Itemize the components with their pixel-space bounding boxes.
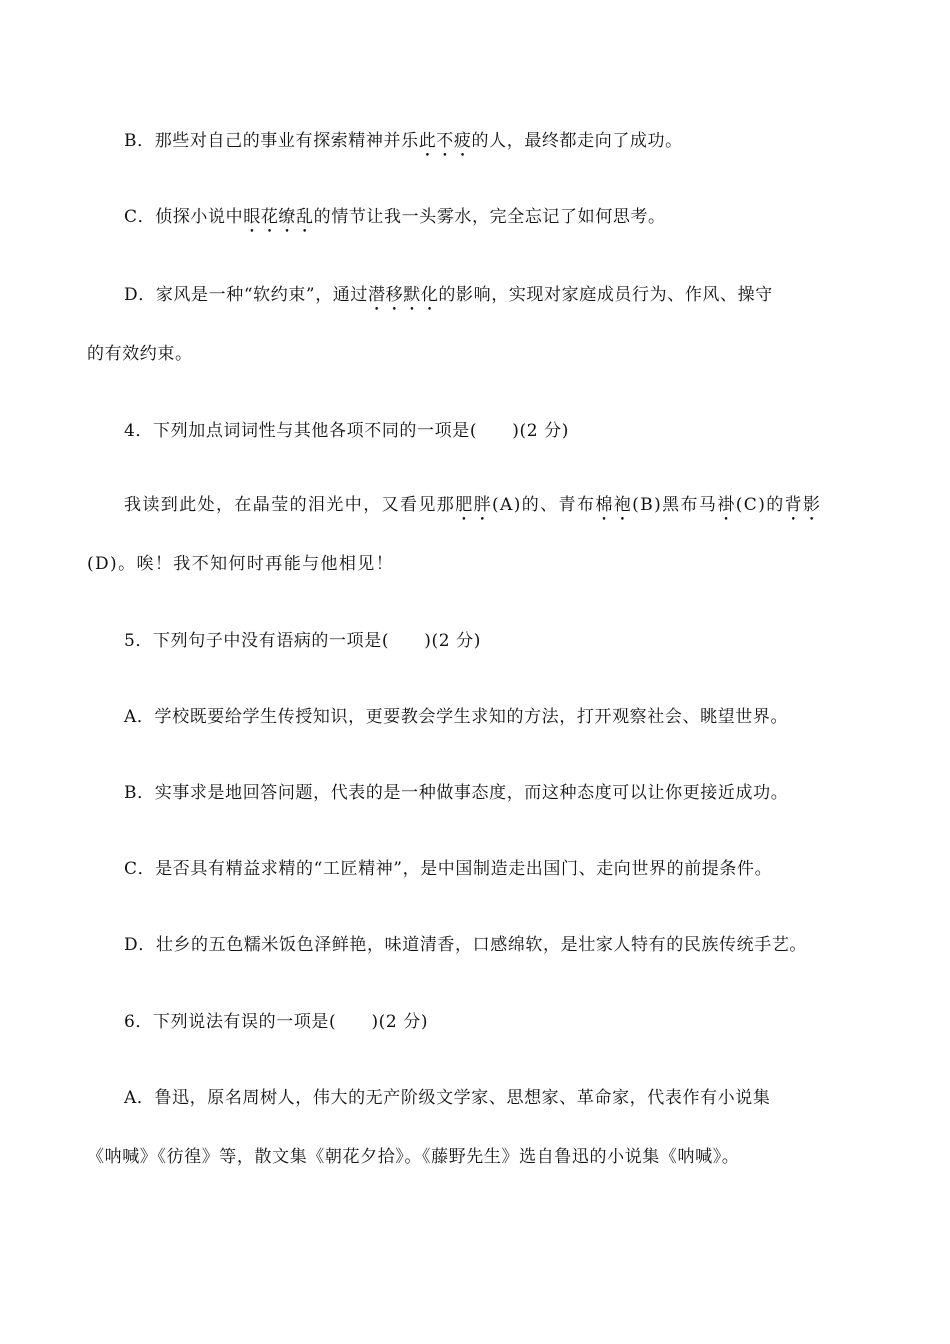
text-segment: (A)的、青布 <box>492 495 596 515</box>
dotted-word-c: 褂 <box>717 495 736 515</box>
text-segment: 的人，最终都走向了成功。 <box>471 131 683 151</box>
text-segment: B．那些对自己的事业有探索精神并乐 <box>124 131 419 151</box>
q5-option-a: A．学校既要给学生传授知识，更要教会学生求知的方法，打开观察社会、眺望世界。 <box>124 707 789 727</box>
q5-option-c: C．是否具有精益求精的“工匠精神”，是中国制造走出国门、走向世界的前提条件。 <box>124 859 773 879</box>
q4-passage-line1 <box>124 494 821 525</box>
q3-option-b <box>124 130 683 161</box>
q3-option-d-line1 <box>124 284 773 315</box>
q3-option-d-line2: 的有效约束。 <box>87 344 193 364</box>
text-segment: C．侦探小说中 <box>124 207 244 227</box>
dotted-word-d: 背影 <box>784 495 822 515</box>
q5-stem: 5．下列句子中没有语病的一项是( )(2 分) <box>124 631 481 651</box>
dotted-word: 眼花缭乱 <box>243 207 314 227</box>
text-segment: 我读到此处，在晶莹的泪光中，又看见那 <box>124 495 456 515</box>
dotted-word-b: 棉袍 <box>595 495 633 515</box>
q6-option-a-line1: A．鲁迅，原名周树人，伟大的无产阶级文学家、思想家、革命家，代表作有小说集 <box>124 1088 771 1108</box>
text-segment: D．家风是一种“软约束”，通过 <box>124 285 369 305</box>
q6-option-a-line2: 《呐喊》《彷徨》等，散文集《朝花夕拾》。《藤野先生》选自鲁迅的小说集《呐喊》。 <box>87 1147 740 1167</box>
q5-option-b: B．实事求是地回答问题，代表的是一种做事态度，而这种态度可以让你更接近成功。 <box>124 783 789 803</box>
q4-stem: 4．下列加点词词性与其他各项不同的一项是( )(2 分) <box>124 421 569 441</box>
text-segment: (B)黑布马 <box>632 495 718 515</box>
text-segment: 的影响，实现对家庭成员行为、作风、操守 <box>438 285 773 305</box>
q4-passage-line2 <box>87 553 394 575</box>
text-segment: (C)的 <box>735 495 785 515</box>
dotted-word: 此不疲 <box>418 131 472 151</box>
q6-stem: 6．下列说法有误的一项是( )(2 分) <box>124 1012 429 1032</box>
text-segment: 的情节让我一头雾水，完全忘记了如何思考。 <box>313 207 666 227</box>
q5-option-d: D．壮乡的五色糯米饭色泽鲜艳，味道清香，口感绵软，是壮家人特有的民族传统手艺。 <box>124 935 808 955</box>
q3-option-c <box>124 206 666 237</box>
dotted-word: 潜移默化 <box>368 285 439 305</box>
text-segment: (D) <box>87 554 119 574</box>
text-segment: 。唉！我不知何时再能与他相见！ <box>118 554 395 574</box>
dotted-word-a: 肥胖 <box>455 495 493 515</box>
